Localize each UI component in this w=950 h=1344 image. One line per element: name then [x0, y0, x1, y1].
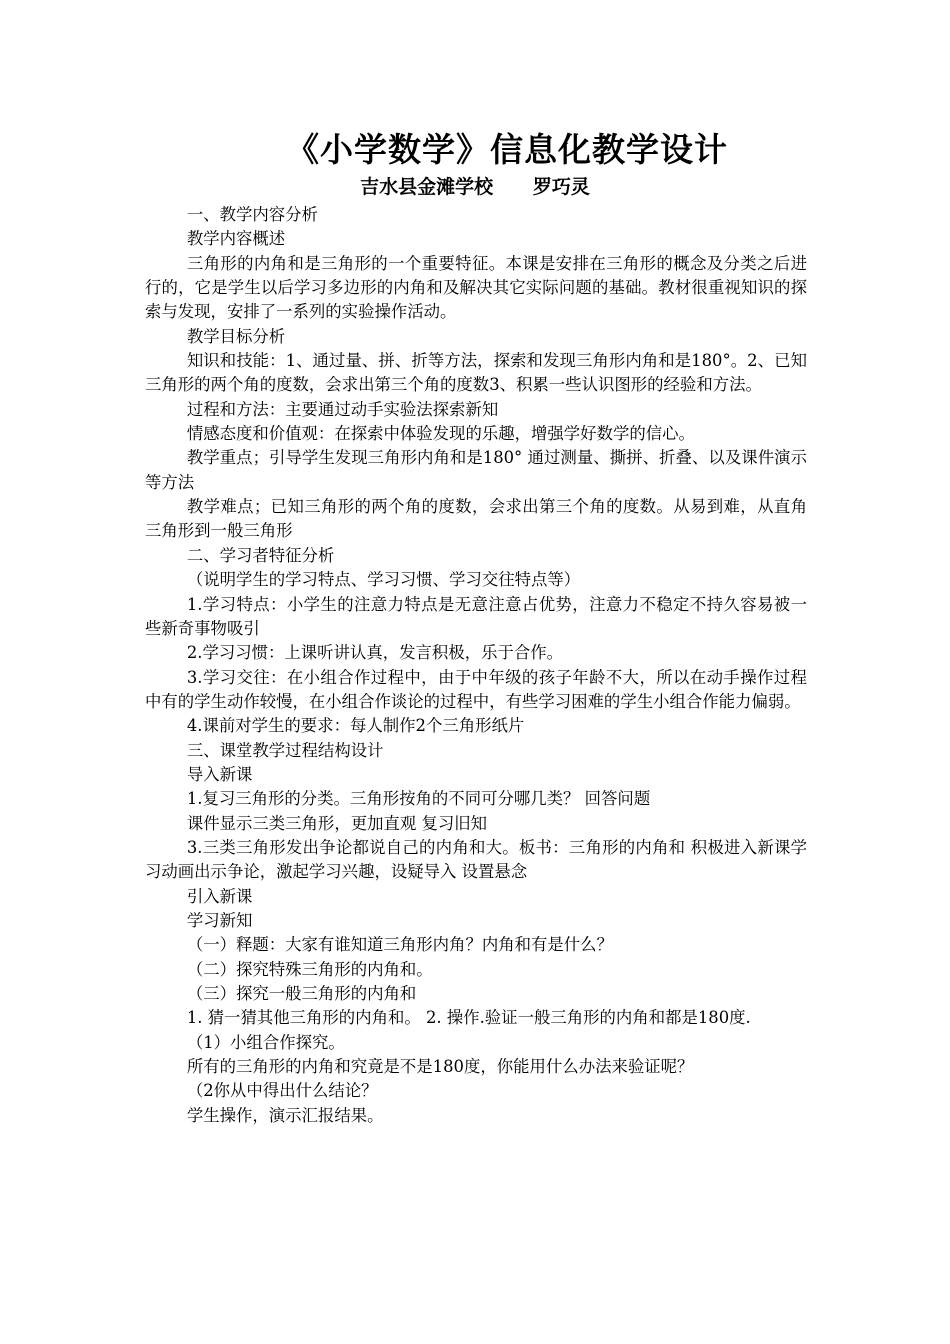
paragraph: （1）小组合作探究。: [186, 1032, 345, 1052]
paragraph: 1. 猜一猜其他三角形的内角和。 2. 操作.验证一般三角形的内角和都是180度.: [186, 1008, 751, 1028]
paragraph: 教学难点；已知三角形的两个角的度数，会求出第三个角的度数。从易到难，从直角三角形到一般三角形: [145, 497, 807, 541]
paragraph: 三角形的内角和是三角形的一个重要特征。本课是安排在三角形的概念及分类之后进行的，它是学生以后学习多边形的内角和及解决其它实际问题的基础。教材很重视知识的探索与发现，安排了一系列的实验操作活动。: [145, 253, 807, 322]
paragraph: （2你从中得出什么结论？: [186, 1081, 378, 1101]
paragraph: （一）释题：大家有谁知道三角形内角？内角和有是什么？: [186, 935, 613, 955]
paragraph: 4.课前对学生的要求：每人制作2个三角形纸片: [186, 716, 525, 736]
subsection-heading: 引入新课: [186, 886, 253, 906]
paragraph: 情感态度和价值观：在探索中体验发现的乐趣，增强学好数学的信心。: [186, 424, 695, 444]
paragraph: 过程和方法：主要通过动手实验法探索新知: [186, 399, 499, 419]
paragraph: 学生操作，演示汇报结果。: [186, 1105, 384, 1125]
paragraph: （二）探究特殊三角形的内角和。: [186, 959, 433, 979]
subsection-heading: 导入新课: [186, 764, 253, 784]
paragraph: 教学重点；引导学生发现三角形内角和是180° 通过测量、撕拼、折叠、以及课件演示等方法: [145, 448, 807, 492]
paragraph: （三）探究一般三角形的内角和: [186, 984, 417, 1003]
paragraph: 2.学习习惯：上课听讲认真，发言积极，乐于合作。: [186, 643, 564, 663]
subsection-heading: 学习新知: [186, 910, 253, 930]
document-title: 《小学数学》信息化教学设计: [286, 130, 728, 169]
paragraph: 知识和技能：1、通过量、拼、折等方法，探索和发现三角形内角和是180°。2、已知三角形的两个角的度数，会求出第三个角的度数3、积累一些认识图形的经验和方法。: [145, 351, 807, 395]
paragraph: （说明学生的学习特点、学习习惯、学习交往特点等）: [186, 570, 581, 590]
paragraph: 课件显示三类三角形，更加直观 复习旧知: [186, 813, 488, 833]
subsection-heading: 教学内容概述: [186, 229, 286, 249]
subsection-heading: 教学目标分析: [186, 326, 286, 346]
paragraph: 所有的三角形的内角和究竟是不是180度，你能用什么办法来验证呢？: [186, 1057, 694, 1077]
section-heading: 二、学习者特征分析: [186, 545, 335, 565]
section-heading: 三、课堂教学过程结构设计: [186, 740, 384, 760]
document-body: [145, 203, 807, 1128]
paragraph: 1.学习特点：小学生的注意力特点是无意注意占优势，注意力不稳定不持久容易被一些新奇事物吸引: [145, 594, 807, 638]
paragraph: 3.学习交往：在小组合作过程中，由于中年级的孩子年龄不大，所以在动手操作过程中有的学生动作较慢，在小组合作谈论的过程中，有些学习困难的学生小组合作能力偏弱。: [145, 667, 807, 711]
paragraph: 3.三类三角形发出争论都说自己的内角和大。板书：三角形的内角和 积极进入新课学习动画出示争论，激起学习兴趣，设疑导入 设置悬念: [145, 837, 807, 882]
document-subtitle: 吉水县金滩学校 罗巧灵: [360, 176, 590, 198]
paragraph: 1.复习三角形的分类。三角形按角的不同可分哪几类？ 回答问题: [186, 789, 651, 809]
section-heading: 一、教学内容分析: [186, 205, 318, 224]
